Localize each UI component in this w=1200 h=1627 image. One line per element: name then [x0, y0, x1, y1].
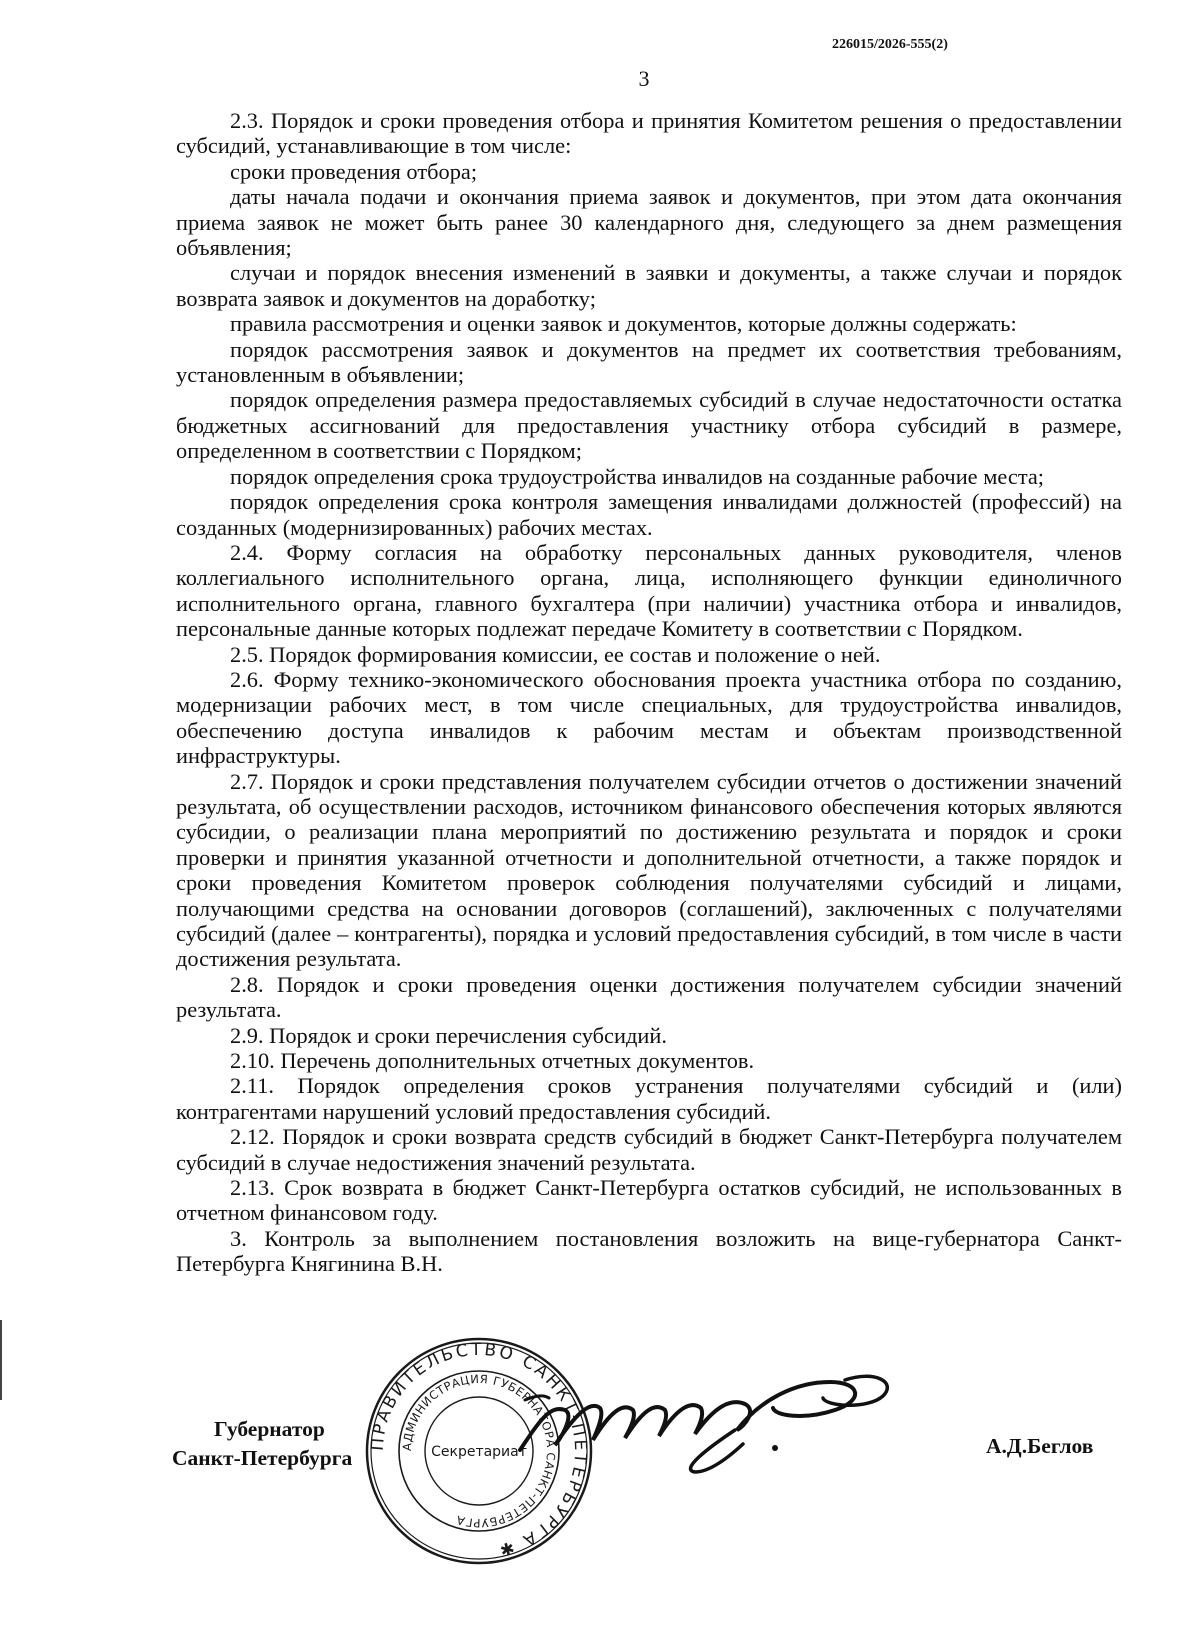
- paragraph-2-4: 2.4. Форму согласия на обработку персональных данных руководителя, членов коллегиального исполнительного органа, лица, исполняющего функции единоличного исполнительного органа, главного бухгалтера (при наличии) участника отбора и инвалидов, персональные данные которых подлежат передаче Комитету в соответствии с Порядком.: [176, 539, 1122, 642]
- paragraph-2-3: 2.3. Порядок и сроки проведения отбора и принятия Комитетом решения о предоставлении субсидий, устанавливающие в том числе:: [176, 108, 1122, 159]
- paragraph-selection-dates: сроки проведения отбора;: [230, 158, 478, 184]
- signatory-title-line1: Губернатор: [214, 1417, 325, 1441]
- paragraph-2-12: 2.12. Порядок и сроки возврата средств субсидий в бюджет Санкт-Петербурга получателем субсидий в случае недостижения значений результата.: [176, 1124, 1122, 1175]
- handwritten-signature: [505, 1360, 905, 1485]
- paragraph-review-rules: правила рассмотрения и оценки заявок и документов, которые должны содержать:: [230, 311, 1017, 337]
- document-body: [176, 108, 1122, 1277]
- paragraph-3: 3. Контроль за выполнением постановления возложить на вице-губернатора Санкт-Петербурга Княгинина В.Н.: [176, 1225, 1122, 1277]
- paragraph-2-9: 2.9. Порядок и сроки перечисления субсидий.: [230, 1022, 667, 1048]
- paragraph-changes-returns: случаи и порядок внесения изменений в заявки и документы, а также случаи и порядок возврата заявок и документов на доработку;: [176, 260, 1122, 311]
- paragraph-2-8: 2.8. Порядок и сроки проведения оценки достижения получателем субсидии значений результата.: [176, 971, 1122, 1023]
- signatory-title: [172, 1415, 352, 1473]
- paragraph-subsidy-size: порядок определения размера предоставляемых субсидий в случае недостаточности остатка бюджетных ассигнований для предоставления участнику отбора субсидий в размере, определенном в соответствии с Порядком;: [176, 387, 1122, 464]
- paragraph-employment-term: порядок определения срока трудоустройства инвалидов на созданные рабочие места;: [230, 463, 1045, 489]
- paragraph-2-10: 2.10. Перечень дополнительных отчетных документов.: [230, 1048, 755, 1074]
- paragraph-2-11: 2.11. Порядок определения сроков устранения получателями субсидий и (или) контрагентами нарушений условий предоставления субсидий.: [176, 1073, 1122, 1124]
- page-number: 3: [638, 66, 650, 91]
- document-number: 226015/2026-555(2): [832, 37, 948, 52]
- paragraph-2-13: 2.13. Срок возврата в бюджет Санкт-Петербурга остатков субсидий, не использованных в отчетном финансовом году.: [176, 1175, 1122, 1226]
- paragraph-2-7: 2.7. Порядок и сроки представления получателем субсидии отчетов о достижении значений результата, об осуществлении расходов, источником финансового обеспечения которых являются субсидии, о реализации плана мероприятий по достижению результата и порядок и сроки проверки и принятия указанной отчетности и дополнительной отчетности, а также порядок и сроки проведения Комитетом проверок соблюдения получателями субсидий и лицами, получающими средства на основании договоров (соглашений), заключенных с получателями субсидий (далее – контрагенты), порядка и условий предоставления субсидий, в том числе в части достижения результата.: [176, 768, 1122, 972]
- paragraph-application-dates: даты начала подачи и окончания приема заявок и документов, при этом дата окончания приема заявок не может быть ранее 30 календарного дня, следующего за днем размещения объявления;: [176, 184, 1122, 261]
- paragraph-2-6: 2.6. Форму технико-экономического обоснования проекта участника отбора по созданию, модернизации рабочих мест, в том числе специальных, для трудоустройства инвалидов, обеспечению доступа инвалидов к рабочим местам и объектам производственной инфраструктуры.: [176, 666, 1122, 769]
- signature-icon: [505, 1360, 905, 1480]
- paragraph-2-5: 2.5. Порядок формирования комиссии, ее состав и положение о ней.: [230, 641, 881, 667]
- signatory-name: А.Д.Беглов: [986, 1434, 1094, 1458]
- scan-edge-line: [0, 1320, 2, 1400]
- svg-text:Секретариат: Секретариат: [431, 1444, 527, 1460]
- paragraph-control-term: порядок определения срока контроля замещения инвалидами должностей (профессий) на созданных (модернизированных) рабочих местах.: [176, 489, 1122, 540]
- paragraph-review-compliance: порядок рассмотрения заявок и документов на предмет их соответствия требованиям, установленным в объявлении;: [176, 336, 1122, 388]
- svg-text:ПРАВИТЕЛЬСТВО САНКТ-ПЕТЕРБУРГА: ПРАВИТЕЛЬСТВО САНКТ-ПЕТЕРБУРГА ✱: [367, 1339, 591, 1561]
- signatory-title-line2: Санкт-Петербурга: [172, 1446, 353, 1470]
- svg-text:АДМИНИСТРАЦИЯ ГУБЕРНАТОРА САНК: АДМИНИСТРАЦИЯ ГУБЕРНАТОРА САНКТ-ПЕТЕРБУРГА: [399, 1371, 559, 1531]
